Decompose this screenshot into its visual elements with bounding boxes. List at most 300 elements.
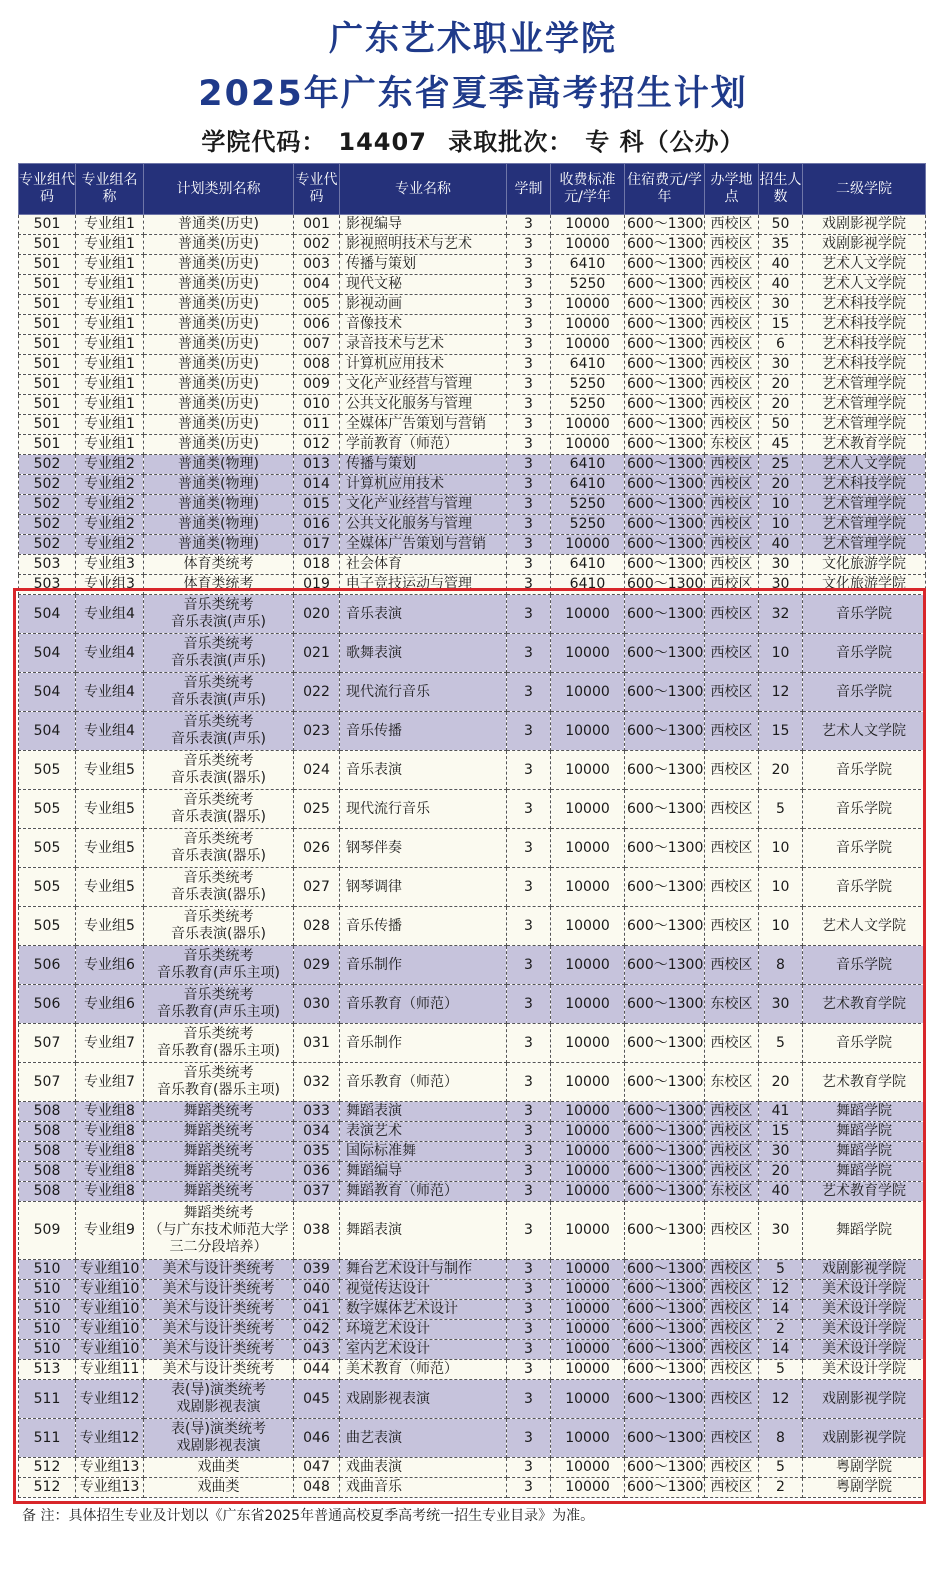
cell-major-name: 影视动画 [340, 295, 507, 315]
cell-tuition: 6410 [551, 455, 625, 475]
cell-group-code: 510 [19, 1340, 76, 1360]
cell-college: 音乐学院 [803, 634, 926, 673]
cell-duration: 3 [507, 375, 551, 395]
cell-campus: 西校区 [705, 415, 759, 435]
cell-tuition: 10000 [551, 634, 625, 673]
cell-tuition: 10000 [551, 295, 625, 315]
cell-dorm-fee: 600～1300 [625, 475, 705, 495]
cell-quota: 40 [759, 255, 803, 275]
cell-quota: 15 [759, 315, 803, 335]
cell-group-code: 501 [19, 415, 76, 435]
cell-major-code: 004 [294, 275, 340, 295]
cell-major-name: 表演艺术 [340, 1122, 507, 1142]
cell-tuition: 10000 [551, 712, 625, 751]
cell-major-name: 音乐表演 [340, 595, 507, 634]
table-row [19, 1380, 926, 1419]
cell-duration: 3 [507, 295, 551, 315]
cell-tuition: 10000 [551, 1300, 625, 1320]
cell-college: 舞蹈学院 [803, 1142, 926, 1162]
cell-campus: 东校区 [705, 1063, 759, 1102]
cell-college: 舞蹈学院 [803, 1202, 926, 1260]
cell-major-code: 045 [294, 1380, 340, 1419]
cell-duration: 3 [507, 535, 551, 555]
cell-group-name: 专业组5 [76, 868, 144, 907]
table-row [19, 1122, 926, 1142]
cell-group-code: 503 [19, 555, 76, 575]
cell-dorm-fee: 600～1300 [625, 751, 705, 790]
cell-group-name: 专业组1 [76, 355, 144, 375]
cell-dorm-fee: 600～1300 [625, 985, 705, 1024]
table-row [19, 1478, 926, 1498]
cell-major-name: 文化产业经营与管理 [340, 375, 507, 395]
cell-quota: 20 [759, 1063, 803, 1102]
col-header-group-code: 专业组代码 [19, 164, 76, 215]
cell-major-name: 计算机应用技术 [340, 475, 507, 495]
cell-major-name: 舞台艺术设计与制作 [340, 1260, 507, 1280]
cell-major-name: 歌舞表演 [340, 634, 507, 673]
cell-major-code: 037 [294, 1182, 340, 1202]
cell-major-name: 影视照明技术与艺术 [340, 235, 507, 255]
cell-major-code: 038 [294, 1202, 340, 1260]
cell-major-code: 033 [294, 1102, 340, 1122]
cell-group-code: 508 [19, 1142, 76, 1162]
cell-major-code: 039 [294, 1260, 340, 1280]
cell-quota: 30 [759, 1142, 803, 1162]
cell-campus: 西校区 [705, 673, 759, 712]
cell-duration: 3 [507, 1458, 551, 1478]
cell-group-code: 508 [19, 1122, 76, 1142]
cell-dorm-fee: 600～1300 [625, 375, 705, 395]
table-row [19, 455, 926, 475]
cell-campus: 西校区 [705, 375, 759, 395]
cell-major-code: 013 [294, 455, 340, 475]
cell-duration: 3 [507, 335, 551, 355]
cell-duration: 3 [507, 1182, 551, 1202]
table-row [19, 395, 926, 415]
cell-category: 普通类(历史) [144, 375, 294, 395]
cell-tuition: 10000 [551, 673, 625, 712]
cell-dorm-fee: 600～1300 [625, 1280, 705, 1300]
cell-major-code: 025 [294, 790, 340, 829]
table-row [19, 868, 926, 907]
cell-college: 艺术管理学院 [803, 375, 926, 395]
cell-quota: 10 [759, 515, 803, 535]
cell-dorm-fee: 600～1300 [625, 215, 705, 235]
cell-dorm-fee: 600～1300 [625, 634, 705, 673]
cell-quota: 30 [759, 555, 803, 575]
cell-tuition: 10000 [551, 235, 625, 255]
cell-tuition: 10000 [551, 1380, 625, 1419]
table-row [19, 985, 926, 1024]
table-row [19, 1360, 926, 1380]
cell-group-code: 508 [19, 1162, 76, 1182]
cell-quota: 12 [759, 673, 803, 712]
cell-quota: 30 [759, 355, 803, 375]
cell-quota: 30 [759, 1202, 803, 1260]
cell-major-name: 影视编导 [340, 215, 507, 235]
cell-group-name: 专业组13 [76, 1458, 144, 1478]
col-header-campus: 办学地点 [705, 164, 759, 215]
cell-major-name: 计算机应用技术 [340, 355, 507, 375]
cell-duration: 3 [507, 1320, 551, 1340]
cell-college: 艺术人文学院 [803, 455, 926, 475]
cell-college: 音乐学院 [803, 868, 926, 907]
cell-major-code: 042 [294, 1320, 340, 1340]
cell-duration: 3 [507, 1300, 551, 1320]
cell-major-code: 008 [294, 355, 340, 375]
cell-quota: 41 [759, 1102, 803, 1122]
cell-duration: 3 [507, 1122, 551, 1142]
cell-campus: 西校区 [705, 335, 759, 355]
cell-college: 音乐学院 [803, 829, 926, 868]
cell-dorm-fee: 600～1300 [625, 1360, 705, 1380]
cell-group-code: 505 [19, 829, 76, 868]
cell-major-code: 032 [294, 1063, 340, 1102]
cell-group-code: 501 [19, 275, 76, 295]
cell-major-name: 音乐制作 [340, 946, 507, 985]
cell-group-name: 专业组2 [76, 495, 144, 515]
cell-dorm-fee: 600～1300 [625, 1063, 705, 1102]
cell-campus: 西校区 [705, 455, 759, 475]
cell-dorm-fee: 600～1300 [625, 295, 705, 315]
cell-quota: 10 [759, 907, 803, 946]
cell-campus: 西校区 [705, 215, 759, 235]
cell-group-name: 专业组12 [76, 1419, 144, 1458]
cell-group-name: 专业组5 [76, 790, 144, 829]
cell-group-name: 专业组1 [76, 395, 144, 415]
cell-major-name: 国际标准舞 [340, 1142, 507, 1162]
cell-tuition: 10000 [551, 1122, 625, 1142]
cell-group-code: 510 [19, 1320, 76, 1340]
cell-major-name: 全媒体广告策划与营销 [340, 535, 507, 555]
cell-campus: 东校区 [705, 985, 759, 1024]
cell-tuition: 10000 [551, 1320, 625, 1340]
cell-campus: 西校区 [705, 946, 759, 985]
table-row [19, 946, 926, 985]
table-row [19, 515, 926, 535]
cell-college: 音乐学院 [803, 790, 926, 829]
table-row [19, 1202, 926, 1260]
cell-campus: 西校区 [705, 1142, 759, 1162]
cell-group-code: 505 [19, 751, 76, 790]
col-header-quota: 招生人数 [759, 164, 803, 215]
cell-college: 文化旅游学院 [803, 555, 926, 575]
table-row [19, 475, 926, 495]
cell-group-code: 501 [19, 335, 76, 355]
cell-major-code: 044 [294, 1360, 340, 1380]
cell-group-code: 510 [19, 1260, 76, 1280]
cell-college: 戏剧影视学院 [803, 215, 926, 235]
cell-group-name: 专业组10 [76, 1260, 144, 1280]
cell-dorm-fee: 600～1300 [625, 455, 705, 475]
cell-group-code: 501 [19, 215, 76, 235]
col-header-duration: 学制 [507, 164, 551, 215]
cell-college: 戏剧影视学院 [803, 1380, 926, 1419]
cell-campus: 西校区 [705, 395, 759, 415]
cell-dorm-fee: 600～1300 [625, 1024, 705, 1063]
cell-category: 普通类(物理) [144, 475, 294, 495]
cell-dorm-fee: 600～1300 [625, 1260, 705, 1280]
cell-campus: 西校区 [705, 868, 759, 907]
table-row [19, 355, 926, 375]
cell-duration: 3 [507, 475, 551, 495]
cell-major-code: 003 [294, 255, 340, 275]
cell-campus: 西校区 [705, 1340, 759, 1360]
cell-quota: 40 [759, 535, 803, 555]
cell-quota: 6 [759, 335, 803, 355]
cell-campus: 西校区 [705, 1458, 759, 1478]
cell-group-name: 专业组2 [76, 455, 144, 475]
cell-tuition: 10000 [551, 1478, 625, 1498]
cell-major-name: 戏曲表演 [340, 1458, 507, 1478]
cell-major-name: 音像技术 [340, 315, 507, 335]
cell-major-name: 音乐传播 [340, 712, 507, 751]
cell-category: 音乐类统考 音乐表演(器乐) [144, 751, 294, 790]
cell-major-name: 钢琴调律 [340, 868, 507, 907]
cell-dorm-fee: 600～1300 [625, 1122, 705, 1142]
cell-category: 美术与设计类统考 [144, 1280, 294, 1300]
cell-dorm-fee: 600～1300 [625, 255, 705, 275]
table-row [19, 1260, 926, 1280]
cell-college: 艺术管理学院 [803, 495, 926, 515]
cell-campus: 西校区 [705, 1024, 759, 1063]
cell-category: 美术与设计类统考 [144, 1300, 294, 1320]
cell-major-name: 音乐制作 [340, 1024, 507, 1063]
cell-major-code: 007 [294, 335, 340, 355]
table-row [19, 1340, 926, 1360]
cell-major-code: 005 [294, 295, 340, 315]
cell-group-name: 专业组9 [76, 1202, 144, 1260]
cell-category: 音乐类统考 音乐教育(声乐主项) [144, 946, 294, 985]
col-header-tuition: 收费标准元/学年 [551, 164, 625, 215]
cell-quota: 5 [759, 1024, 803, 1063]
col-header-dorm-fee: 住宿费元/学年 [625, 164, 705, 215]
cell-dorm-fee: 600～1300 [625, 315, 705, 335]
cell-group-name: 专业组10 [76, 1300, 144, 1320]
cell-college: 艺术科技学院 [803, 315, 926, 335]
cell-duration: 3 [507, 415, 551, 435]
cell-category: 普通类(物理) [144, 495, 294, 515]
cell-major-name: 视觉传达设计 [340, 1280, 507, 1300]
cell-category: 普通类(历史) [144, 415, 294, 435]
cell-group-name: 专业组4 [76, 634, 144, 673]
cell-tuition: 10000 [551, 1202, 625, 1260]
cell-duration: 3 [507, 595, 551, 634]
cell-category: 普通类(历史) [144, 335, 294, 355]
cell-major-name: 全媒体广告策划与营销 [340, 415, 507, 435]
cell-major-name: 戏曲音乐 [340, 1478, 507, 1498]
cell-major-code: 010 [294, 395, 340, 415]
col-header-group-name: 专业组名称 [76, 164, 144, 215]
cell-category: 普通类(历史) [144, 315, 294, 335]
cell-group-code: 508 [19, 1182, 76, 1202]
cell-major-name: 社会体育 [340, 555, 507, 575]
plan-title: 2025年广东省夏季高考招生计划 [198, 74, 748, 114]
table-row [19, 1280, 926, 1300]
cell-group-code: 504 [19, 595, 76, 634]
cell-major-code: 014 [294, 475, 340, 495]
cell-group-code: 502 [19, 475, 76, 495]
cell-group-code: 506 [19, 985, 76, 1024]
cell-group-code: 512 [19, 1458, 76, 1478]
cell-major-name: 曲艺表演 [340, 1419, 507, 1458]
cell-tuition: 5250 [551, 515, 625, 535]
cell-tuition: 10000 [551, 1458, 625, 1478]
cell-college: 艺术人文学院 [803, 275, 926, 295]
table-row [19, 295, 926, 315]
cell-major-code: 026 [294, 829, 340, 868]
cell-dorm-fee: 600～1300 [625, 1458, 705, 1478]
table-row [19, 275, 926, 295]
cell-college: 美术设计学院 [803, 1340, 926, 1360]
cell-category: 美术与设计类统考 [144, 1340, 294, 1360]
cell-tuition: 10000 [551, 1182, 625, 1202]
cell-major-name: 学前教育（师范） [340, 435, 507, 455]
cell-group-name: 专业组2 [76, 475, 144, 495]
cell-quota: 20 [759, 395, 803, 415]
cell-duration: 3 [507, 575, 551, 595]
cell-dorm-fee: 600～1300 [625, 415, 705, 435]
cell-quota: 10 [759, 829, 803, 868]
cell-group-name: 专业组11 [76, 1360, 144, 1380]
cell-college: 艺术教育学院 [803, 435, 926, 455]
cell-group-code: 504 [19, 634, 76, 673]
cell-campus: 西校区 [705, 1360, 759, 1380]
cell-quota: 5 [759, 1458, 803, 1478]
cell-campus: 西校区 [705, 1202, 759, 1260]
cell-major-name: 传播与策划 [340, 255, 507, 275]
cell-category: 舞蹈类统考 [144, 1102, 294, 1122]
table-row [19, 790, 926, 829]
cell-duration: 3 [507, 1360, 551, 1380]
cell-dorm-fee: 600～1300 [625, 868, 705, 907]
cell-dorm-fee: 600～1300 [625, 515, 705, 535]
cell-college: 艺术人文学院 [803, 712, 926, 751]
cell-major-code: 011 [294, 415, 340, 435]
cell-group-name: 专业组8 [76, 1182, 144, 1202]
cell-duration: 3 [507, 946, 551, 985]
cell-group-code: 509 [19, 1202, 76, 1260]
cell-group-code: 510 [19, 1300, 76, 1320]
cell-major-code: 023 [294, 712, 340, 751]
cell-duration: 3 [507, 712, 551, 751]
cell-college: 艺术科技学院 [803, 295, 926, 315]
cell-tuition: 10000 [551, 1360, 625, 1380]
cell-campus: 西校区 [705, 295, 759, 315]
cell-category: 音乐类统考 音乐教育(器乐主项) [144, 1024, 294, 1063]
cell-group-code: 512 [19, 1478, 76, 1498]
cell-duration: 3 [507, 515, 551, 535]
cell-category: 体育类统考 [144, 555, 294, 575]
cell-dorm-fee: 600～1300 [625, 595, 705, 634]
cell-dorm-fee: 600～1300 [625, 1102, 705, 1122]
cell-major-name: 音乐教育（师范） [340, 985, 507, 1024]
cell-tuition: 10000 [551, 335, 625, 355]
cell-category: 美术与设计类统考 [144, 1260, 294, 1280]
cell-category: 普通类(历史) [144, 435, 294, 455]
cell-major-name: 数字媒体艺术设计 [340, 1300, 507, 1320]
cell-category: 音乐类统考 音乐教育(声乐主项) [144, 985, 294, 1024]
cell-duration: 3 [507, 555, 551, 575]
col-header-category: 计划类别名称 [144, 164, 294, 215]
cell-quota: 8 [759, 1419, 803, 1458]
cell-campus: 西校区 [705, 1102, 759, 1122]
cell-dorm-fee: 600～1300 [625, 395, 705, 415]
cell-quota: 40 [759, 1182, 803, 1202]
table-row [19, 829, 926, 868]
cell-quota: 12 [759, 1280, 803, 1300]
cell-group-name: 专业组10 [76, 1280, 144, 1300]
cell-major-name: 现代文秘 [340, 275, 507, 295]
cell-tuition: 10000 [551, 315, 625, 335]
cell-quota: 35 [759, 235, 803, 255]
cell-major-name: 电子竞技运动与管理 [340, 575, 507, 595]
table-row [19, 255, 926, 275]
cell-group-name: 专业组10 [76, 1320, 144, 1340]
cell-category: 音乐类统考 音乐表演(声乐) [144, 712, 294, 751]
cell-group-code: 506 [19, 946, 76, 985]
cell-category: 舞蹈类统考 （与广东技术师范大学三二分段培养） [144, 1202, 294, 1260]
cell-college: 艺术管理学院 [803, 515, 926, 535]
cell-major-name: 戏剧影视表演 [340, 1380, 507, 1419]
cell-quota: 30 [759, 985, 803, 1024]
cell-quota: 5 [759, 1260, 803, 1280]
cell-group-name: 专业组1 [76, 435, 144, 455]
cell-tuition: 10000 [551, 868, 625, 907]
cell-category: 普通类(历史) [144, 235, 294, 255]
cell-group-name: 专业组5 [76, 751, 144, 790]
cell-group-code: 511 [19, 1419, 76, 1458]
cell-campus: 西校区 [705, 515, 759, 535]
cell-group-name: 专业组1 [76, 295, 144, 315]
cell-tuition: 10000 [551, 829, 625, 868]
col-header-major-name: 专业名称 [340, 164, 507, 215]
table-row [19, 375, 926, 395]
cell-group-code: 502 [19, 515, 76, 535]
table-body [19, 215, 926, 1498]
cell-dorm-fee: 600～1300 [625, 235, 705, 255]
cell-group-name: 专业组8 [76, 1102, 144, 1122]
cell-duration: 3 [507, 673, 551, 712]
table-row [19, 435, 926, 455]
cell-dorm-fee: 600～1300 [625, 535, 705, 555]
cell-college: 艺术教育学院 [803, 1182, 926, 1202]
cell-college: 粤剧学院 [803, 1458, 926, 1478]
cell-campus: 西校区 [705, 555, 759, 575]
cell-group-name: 专业组5 [76, 829, 144, 868]
cell-category: 普通类(历史) [144, 275, 294, 295]
cell-major-code: 040 [294, 1280, 340, 1300]
cell-dorm-fee: 600～1300 [625, 555, 705, 575]
cell-tuition: 10000 [551, 1260, 625, 1280]
cell-college: 艺术科技学院 [803, 475, 926, 495]
cell-tuition: 6410 [551, 575, 625, 595]
cell-college: 艺术教育学院 [803, 1063, 926, 1102]
cell-major-code: 016 [294, 515, 340, 535]
cell-quota: 10 [759, 868, 803, 907]
table-row [19, 712, 926, 751]
cell-category: 美术与设计类统考 [144, 1320, 294, 1340]
cell-duration: 3 [507, 315, 551, 335]
cell-category: 舞蹈类统考 [144, 1162, 294, 1182]
cell-college: 戏剧影视学院 [803, 235, 926, 255]
cell-category: 普通类(物理) [144, 455, 294, 475]
cell-major-code: 006 [294, 315, 340, 335]
cell-major-name: 音乐表演 [340, 751, 507, 790]
cell-quota: 14 [759, 1300, 803, 1320]
cell-college: 音乐学院 [803, 946, 926, 985]
cell-quota: 15 [759, 712, 803, 751]
